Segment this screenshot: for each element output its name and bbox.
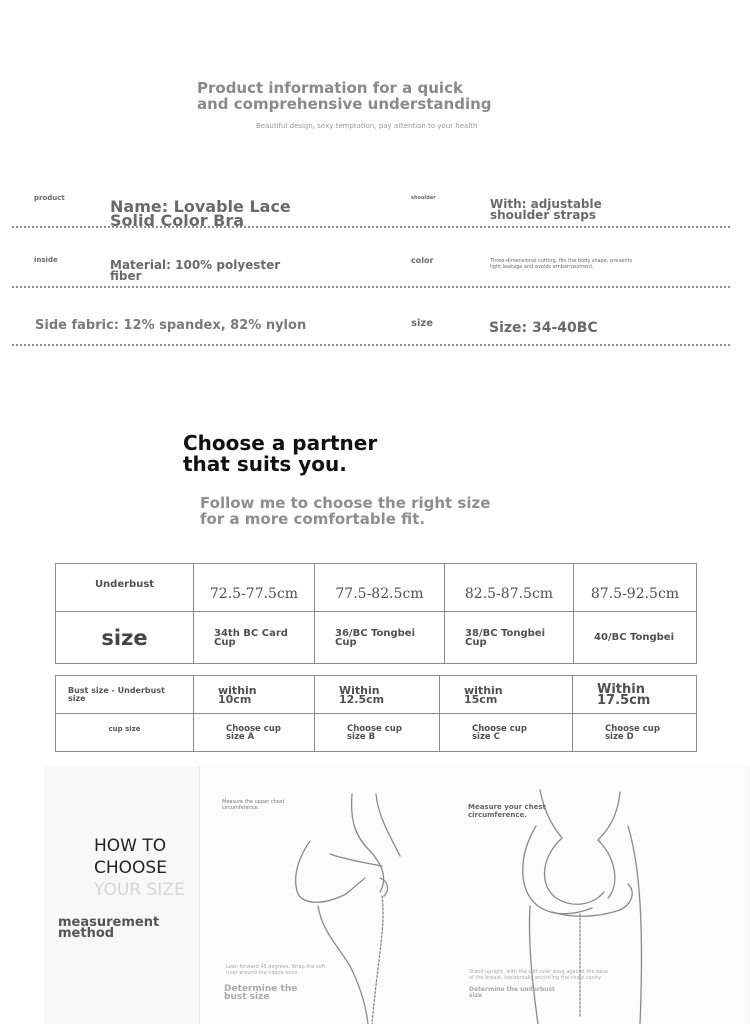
bust-diff-value: within 10cm [194,676,315,714]
underbust-title: Determine the underbust size [469,986,555,999]
choose-line: CHOOSE [94,858,167,878]
label-size: size [411,318,433,329]
lower-caption: Stand upright, with the soft ruler snug against the base of the breast, horizontally encircling the chest cavity. [469,969,609,981]
size-section-title: Choose a partner that suits you. [183,431,378,476]
label-inside: inside [34,256,58,264]
label-color: color [411,256,434,265]
label-shoulder: shoulder [411,195,436,201]
your-size-line: YOUR SIZE [94,880,185,900]
row-divider [12,286,730,288]
underbust-label: Underbust [56,564,194,612]
table-row [56,714,697,752]
size-cup-value: 38/BC Tongbei Cup [445,612,574,664]
table-row [56,564,697,612]
bust-diff-value: Within 12.5cm [315,676,440,714]
bust-diff-value: within 15cm [440,676,573,714]
product-name: Name: Lovable Lace Solid Color Bra [110,197,291,230]
underbust-value: 77.5-82.5cm [315,564,445,612]
size-table [55,563,697,664]
row-divider [12,226,730,228]
side-fabric-value: Side fabric: 12% spandex, 82% nylon [35,318,307,333]
row-divider [12,344,730,346]
bust-diff-label: Bust size - Underbust size [56,676,194,714]
underbust-value: 87.5-92.5cm [574,564,697,612]
size-cup-value: 40/BC Tongbei [574,612,697,664]
size-section-subtitle: Follow me to choose the right size for a more comfortable fit. [200,494,491,528]
underbust-value: 82.5-87.5cm [445,564,574,612]
size-value: Size: 34-40BC [489,320,598,336]
size-cup-value: 34th BC Card Cup [194,612,315,664]
size-label: size [56,612,194,664]
upper-caption: Lean forward 45 degrees. Wrap the soft ruler around the nipple once. [226,964,326,976]
cup-size-value: Choose cup size C [440,714,573,752]
upper-chest-note: Measure the upper chest circumference. [222,799,285,811]
table-row [56,612,697,664]
cup-size-label: cup size [56,714,194,752]
table-row [56,676,697,714]
product-info-title: Product information for a quick and comprehensive understanding [197,79,492,113]
material-value: Material: 100% polyester fiber [110,258,281,283]
cup-table [55,675,697,752]
shoulder-value: With: adjustable shoulder straps [490,197,602,222]
cup-size-value: Choose cup size A [194,714,315,752]
measurement-method: measurement method [58,915,160,941]
size-cup-value: 36/BC Tongbei Cup [315,612,445,664]
color-value: Three-dimensional cutting, fits the body shape, prevents light leakage and avoids embarrassment. [490,258,633,270]
how-to-heading [94,835,185,901]
cup-size-value: Choose cup size D [573,714,697,752]
cup-size-value: Choose cup size B [315,714,440,752]
bust-diff-value: Within 17.5cm [573,676,697,714]
bust-size-title: Determine the bust size [224,984,298,1002]
chest-note: Measure your chest circumference. [468,803,546,819]
product-info-subtitle: Beautiful design, sexy temptation, pay attention to your health [256,122,478,130]
how-to-line: HOW TO [94,836,167,856]
label-product: product [34,194,65,202]
underbust-value: 72.5-77.5cm [194,564,315,612]
